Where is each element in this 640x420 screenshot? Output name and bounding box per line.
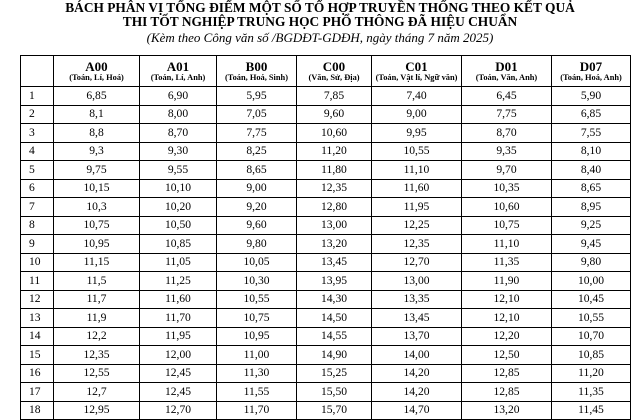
score-cell: 7,40 xyxy=(372,87,462,106)
row-index-cell: 14 xyxy=(21,327,54,346)
score-cell: 7,75 xyxy=(462,105,552,124)
score-cell: 8,00 xyxy=(140,105,217,124)
score-cell: 11,35 xyxy=(462,253,552,272)
table-row xyxy=(21,253,631,272)
score-cell: 8,95 xyxy=(552,198,631,217)
table-row xyxy=(21,124,631,143)
score-cell: 11,70 xyxy=(217,401,297,420)
row-index-cell: 2 xyxy=(21,105,54,124)
score-cell: 13,00 xyxy=(372,272,462,291)
score-cell: 10,05 xyxy=(217,253,297,272)
table-row xyxy=(21,179,631,198)
score-cell: 12,45 xyxy=(140,383,217,402)
column-header-c01 xyxy=(372,56,462,87)
score-cell: 12,35 xyxy=(54,346,140,365)
score-cell: 13,20 xyxy=(462,401,552,420)
score-cell: 11,9 xyxy=(54,309,140,328)
table-row xyxy=(21,216,631,235)
score-cell: 12,55 xyxy=(54,364,140,383)
table-row xyxy=(21,87,631,106)
table-row xyxy=(21,327,631,346)
column-code: C00 xyxy=(322,58,346,74)
column-subjects: (Toán, Hoá, Sinh) xyxy=(225,72,288,82)
score-cell: 10,50 xyxy=(140,216,217,235)
column-code: A01 xyxy=(166,58,190,74)
score-cell: 10,20 xyxy=(140,198,217,217)
score-cell: 9,3 xyxy=(54,142,140,161)
score-cell: 6,85 xyxy=(54,87,140,106)
score-cell: 14,70 xyxy=(372,401,462,420)
score-cell: 10,95 xyxy=(54,235,140,254)
score-cell: 13,00 xyxy=(297,216,372,235)
table-row xyxy=(21,383,631,402)
score-cell: 15,25 xyxy=(297,364,372,383)
table-row xyxy=(21,346,631,365)
row-index-cell: 17 xyxy=(21,383,54,402)
score-cell: 11,10 xyxy=(462,235,552,254)
score-cell: 12,70 xyxy=(140,401,217,420)
score-cell: 11,15 xyxy=(54,253,140,272)
document-header xyxy=(0,1,640,45)
score-cell: 10,75 xyxy=(54,216,140,235)
table-row xyxy=(21,309,631,328)
row-index-cell: 10 xyxy=(21,253,54,272)
column-code: D01 xyxy=(495,58,518,74)
score-cell: 7,05 xyxy=(217,105,297,124)
column-header-d07 xyxy=(552,56,631,87)
score-cell: 8,10 xyxy=(552,142,631,161)
score-cell: 9,00 xyxy=(372,105,462,124)
score-cell: 7,75 xyxy=(217,124,297,143)
row-index-cell: 1 xyxy=(21,87,54,106)
table-row xyxy=(21,198,631,217)
column-header-a00 xyxy=(54,56,140,87)
table-body xyxy=(21,87,631,420)
score-cell: 12,85 xyxy=(462,364,552,383)
score-cell: 5,90 xyxy=(552,87,631,106)
score-cell: 9,80 xyxy=(552,253,631,272)
score-cell: 12,10 xyxy=(462,309,552,328)
score-cell: 9,70 xyxy=(462,161,552,180)
score-cell: 12,45 xyxy=(140,364,217,383)
score-cell: 11,80 xyxy=(297,161,372,180)
score-cell: 8,65 xyxy=(552,179,631,198)
score-cell: 12,80 xyxy=(297,198,372,217)
reference-line: (Kèm theo Công văn số /BGDĐT-GDĐH, ngày tháng 7 năm 2025) xyxy=(146,30,494,45)
column-subjects: (Toán, Văn, Anh) xyxy=(475,72,538,82)
row-index-cell: 6 xyxy=(21,179,54,198)
score-cell: 6,45 xyxy=(462,87,552,106)
column-subjects: (Toán, Vật lí, Ngữ văn) xyxy=(375,72,458,82)
column-header-c00 xyxy=(297,56,372,87)
score-cell: 9,55 xyxy=(140,161,217,180)
row-index-cell: 13 xyxy=(21,309,54,328)
score-cell: 6,90 xyxy=(140,87,217,106)
title-line-2: THI TỐT NGHIỆP TRUNG HỌC PHỔ THÔNG ĐÃ HIỆU CHUẨN xyxy=(122,14,518,29)
score-cell: 12,25 xyxy=(372,216,462,235)
column-subjects: (Toán, Lí, Anh) xyxy=(150,72,206,82)
index-header-cell xyxy=(21,56,54,87)
score-cell: 10,75 xyxy=(462,216,552,235)
score-cell: 13,45 xyxy=(297,253,372,272)
score-cell: 15,50 xyxy=(297,383,372,402)
row-index-cell: 3 xyxy=(21,124,54,143)
score-cell: 12,10 xyxy=(462,290,552,309)
score-cell: 8,40 xyxy=(552,161,631,180)
score-cell: 11,7 xyxy=(54,290,140,309)
score-cell: 10,60 xyxy=(462,198,552,217)
score-cell: 11,55 xyxy=(217,383,297,402)
score-cell: 11,25 xyxy=(140,272,217,291)
score-cell: 12,85 xyxy=(462,383,552,402)
score-cell: 9,80 xyxy=(217,235,297,254)
score-cell: 8,8 xyxy=(54,124,140,143)
column-code: C01 xyxy=(405,58,428,74)
column-code: D07 xyxy=(579,58,603,74)
score-cell: 12,00 xyxy=(140,346,217,365)
row-index-cell: 8 xyxy=(21,216,54,235)
row-index-cell: 12 xyxy=(21,290,54,309)
row-index-cell: 7 xyxy=(21,198,54,217)
row-index-cell: 11 xyxy=(21,272,54,291)
row-index-cell: 16 xyxy=(21,364,54,383)
score-cell: 10,30 xyxy=(217,272,297,291)
score-cell: 8,65 xyxy=(217,161,297,180)
score-cell: 10,85 xyxy=(140,235,217,254)
score-cell: 11,70 xyxy=(140,309,217,328)
score-cell: 5,95 xyxy=(217,87,297,106)
score-cell: 9,30 xyxy=(140,142,217,161)
score-cell: 11,30 xyxy=(217,364,297,383)
row-index-cell: 18 xyxy=(21,401,54,420)
column-code: B00 xyxy=(245,58,268,74)
score-cell: 13,20 xyxy=(297,235,372,254)
score-cell: 12,95 xyxy=(54,401,140,420)
column-subjects: (Toán, Lí, Hoá) xyxy=(69,72,124,82)
score-cell: 11,00 xyxy=(217,346,297,365)
score-cell: 11,95 xyxy=(372,198,462,217)
score-cell: 8,70 xyxy=(462,124,552,143)
score-cell: 13,45 xyxy=(372,309,462,328)
table-row xyxy=(21,235,631,254)
score-cell: 10,45 xyxy=(552,290,631,309)
table-row xyxy=(21,105,631,124)
score-cell: 14,20 xyxy=(372,364,462,383)
score-cell: 7,85 xyxy=(297,87,372,106)
score-cell: 9,20 xyxy=(217,198,297,217)
column-header-d01 xyxy=(462,56,552,87)
score-cell: 10,55 xyxy=(552,309,631,328)
score-cell: 11,05 xyxy=(140,253,217,272)
score-cell: 14,30 xyxy=(297,290,372,309)
column-code: A00 xyxy=(85,58,108,74)
score-cell: 8,25 xyxy=(217,142,297,161)
score-cell: 8,70 xyxy=(140,124,217,143)
score-cell: 11,20 xyxy=(297,142,372,161)
score-cell: 13,95 xyxy=(297,272,372,291)
table-row xyxy=(21,142,631,161)
table-row xyxy=(21,290,631,309)
score-cell: 11,35 xyxy=(552,383,631,402)
score-cell: 11,90 xyxy=(462,272,552,291)
score-cell: 12,35 xyxy=(297,179,372,198)
column-subjects: (Văn, Sử, Địa) xyxy=(308,72,360,82)
title-line-1: BÁCH PHÂN VỊ TỔNG ĐIỂM MỘT SỐ TỔ HỢP TRUYỀN THỐNG THEO KẾT QUẢ xyxy=(65,0,575,15)
score-cell: 10,10 xyxy=(140,179,217,198)
score-cell: 11,10 xyxy=(372,161,462,180)
score-cell: 12,20 xyxy=(462,327,552,346)
score-cell: 10,60 xyxy=(297,124,372,143)
score-cell: 13,70 xyxy=(372,327,462,346)
score-cell: 6,85 xyxy=(552,105,631,124)
table-row xyxy=(21,272,631,291)
score-cell: 9,60 xyxy=(217,216,297,235)
score-cell: 9,75 xyxy=(54,161,140,180)
percentile-table xyxy=(20,55,631,420)
score-cell: 11,5 xyxy=(54,272,140,291)
score-cell: 11,60 xyxy=(372,179,462,198)
table-header-row xyxy=(21,56,631,87)
column-subjects: (Toán, Hoá, Anh) xyxy=(560,72,622,82)
column-header-b00 xyxy=(217,56,297,87)
score-cell: 9,25 xyxy=(552,216,631,235)
score-cell: 14,50 xyxy=(297,309,372,328)
table-row xyxy=(21,364,631,383)
score-cell: 9,60 xyxy=(297,105,372,124)
row-index-cell: 5 xyxy=(21,161,54,180)
table-row xyxy=(21,401,631,420)
table-row xyxy=(21,161,631,180)
score-cell: 14,55 xyxy=(297,327,372,346)
score-cell: 9,95 xyxy=(372,124,462,143)
row-index-cell: 15 xyxy=(21,346,54,365)
row-index-cell: 9 xyxy=(21,235,54,254)
score-cell: 15,70 xyxy=(297,401,372,420)
score-cell: 8,1 xyxy=(54,105,140,124)
score-cell: 10,70 xyxy=(552,327,631,346)
score-cell: 14,00 xyxy=(372,346,462,365)
score-cell: 11,60 xyxy=(140,290,217,309)
score-cell: 10,3 xyxy=(54,198,140,217)
score-cell: 10,00 xyxy=(552,272,631,291)
score-cell: 11,20 xyxy=(552,364,631,383)
score-cell: 10,55 xyxy=(217,290,297,309)
score-cell: 12,35 xyxy=(372,235,462,254)
score-cell: 14,90 xyxy=(297,346,372,365)
score-cell: 11,95 xyxy=(140,327,217,346)
score-cell: 10,95 xyxy=(217,327,297,346)
score-cell: 12,70 xyxy=(372,253,462,272)
score-cell: 12,7 xyxy=(54,383,140,402)
score-cell: 10,15 xyxy=(54,179,140,198)
score-cell: 12,2 xyxy=(54,327,140,346)
score-cell: 14,20 xyxy=(372,383,462,402)
column-header-a01 xyxy=(140,56,217,87)
score-cell: 10,85 xyxy=(552,346,631,365)
row-index-cell: 4 xyxy=(21,142,54,161)
score-cell: 10,75 xyxy=(217,309,297,328)
score-cell: 13,35 xyxy=(372,290,462,309)
score-cell: 9,45 xyxy=(552,235,631,254)
score-cell: 10,55 xyxy=(372,142,462,161)
score-cell: 7,55 xyxy=(552,124,631,143)
score-cell: 9,00 xyxy=(217,179,297,198)
score-cell: 12,50 xyxy=(462,346,552,365)
score-cell: 10,35 xyxy=(462,179,552,198)
score-cell: 11,45 xyxy=(552,401,631,420)
score-cell: 9,35 xyxy=(462,142,552,161)
